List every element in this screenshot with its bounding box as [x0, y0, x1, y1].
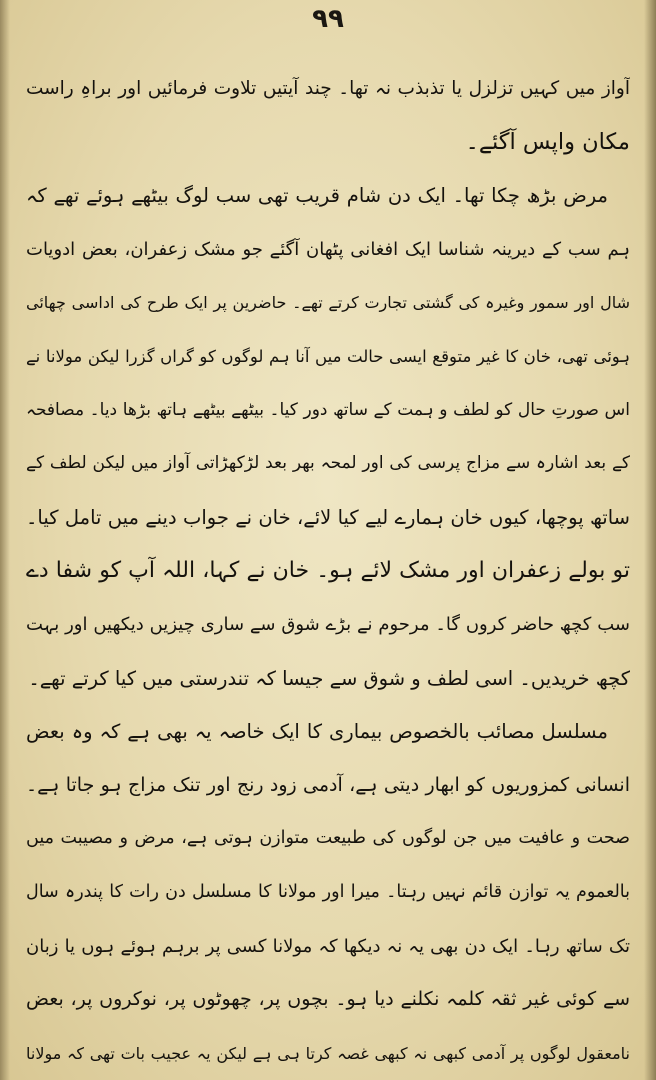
page-shadow-right: [644, 0, 656, 1080]
text-line: تک ساتھ رہا۔ ایک دن بھی یہ نہ دیکھا کہ مولانا کسی پر برہم ہوئے ہوں یا زبان: [26, 935, 630, 957]
page-shadow-left: [0, 0, 10, 1080]
text-line: ہم سب کے دیرینہ شناسا ایک افغانی پٹھان آگئے جو مشک زعفران، بعض ادویات: [26, 238, 630, 260]
text-line: صحت و عافیت میں جن لوگوں کی طبیعت متوازن ہوتی ہے، مرض و مصیبت میں: [26, 828, 630, 849]
text-line: سب کچھ حاضر کروں گا۔ مرحوم نے بڑے شوق سے ساری چیزیں دیکھیں اور بہت: [26, 613, 630, 635]
text-line: کچھ خریدیں۔ اسی لطف و شوق سے جیسا کہ تندرستی میں کیا کرتے تھے۔: [28, 666, 630, 690]
text-line: مرض بڑھ چکا تھا۔ ایک دن شام قریب تھی سب لوگ بیٹھے ہوئے تھے کہ: [26, 184, 608, 208]
text-line: ہوئی تھی، خان کا غیر متوقع ایسی حالت میں آنا ہم لوگوں کو گراں گزرا لیکن مولانا نے: [26, 346, 630, 366]
text-line: کے بعد اشارہ سے مزاج پرسی کی اور لمحہ بھر بعد لڑکھڑاتی آواز میں لیکن لطف کے: [26, 453, 630, 474]
text-line: نامعقول لوگوں پر آدمی کبھی نہ کبھی غصہ کرتا ہی ہے لیکن یہ عجیب بات تھی کہ مولانا: [26, 1043, 630, 1063]
body-text: [26, 62, 630, 1080]
text-line: اس صورتِ حال کو لطف و ہمت کے ساتھ دور کیا۔ بیٹھے بیٹھے ہاتھ بڑھا دیا۔ مصافحہ: [26, 399, 630, 420]
text-line: آواز میں کہیں تزلزل یا تذبذب نہ تھا۔ چند آیتیں تلاوت فرمائیں اور براہِ راست: [26, 78, 630, 99]
text-line: تو بولے زعفران اور مشک لائے ہو۔ خان نے کہا، اللہ آپ کو شفا دے: [26, 558, 630, 584]
text-line: ساتھ پوچھا، کیوں خان ہمارے لیے کیا لائے، خان نے جواب دینے میں تامل کیا۔: [26, 505, 630, 529]
text-line: بالعموم یہ توازن قائم نہیں رہتا۔ میرا اور مولانا کا مسلسل دن رات کا پندرہ سال: [26, 881, 630, 902]
text-line: انسانی کمزوریوں کو ابھار دیتی ہے، آدمی زود رنج اور تنک مزاج ہو جاتا ہے۔: [26, 773, 630, 796]
text-line: سے کوئی غیر ثقہ کلمہ نکلنے دیا ہو۔ بچوں پر، چھوٹوں پر، نوکروں پر، بعض: [26, 988, 630, 1011]
page-number: ۹۹: [312, 4, 344, 34]
text-line: شال اور سمور وغیرہ کی گشتی تجارت کرتے تھے۔ حاضرین پر ایک طرح کی اداسی چھائی: [26, 293, 630, 313]
text-line: مسلسل مصائب بالخصوص بیماری کا ایک خاصہ یہ بھی ہے کہ وہ بعض: [26, 720, 608, 744]
text-line: مکان واپس آگئے۔: [465, 128, 630, 155]
